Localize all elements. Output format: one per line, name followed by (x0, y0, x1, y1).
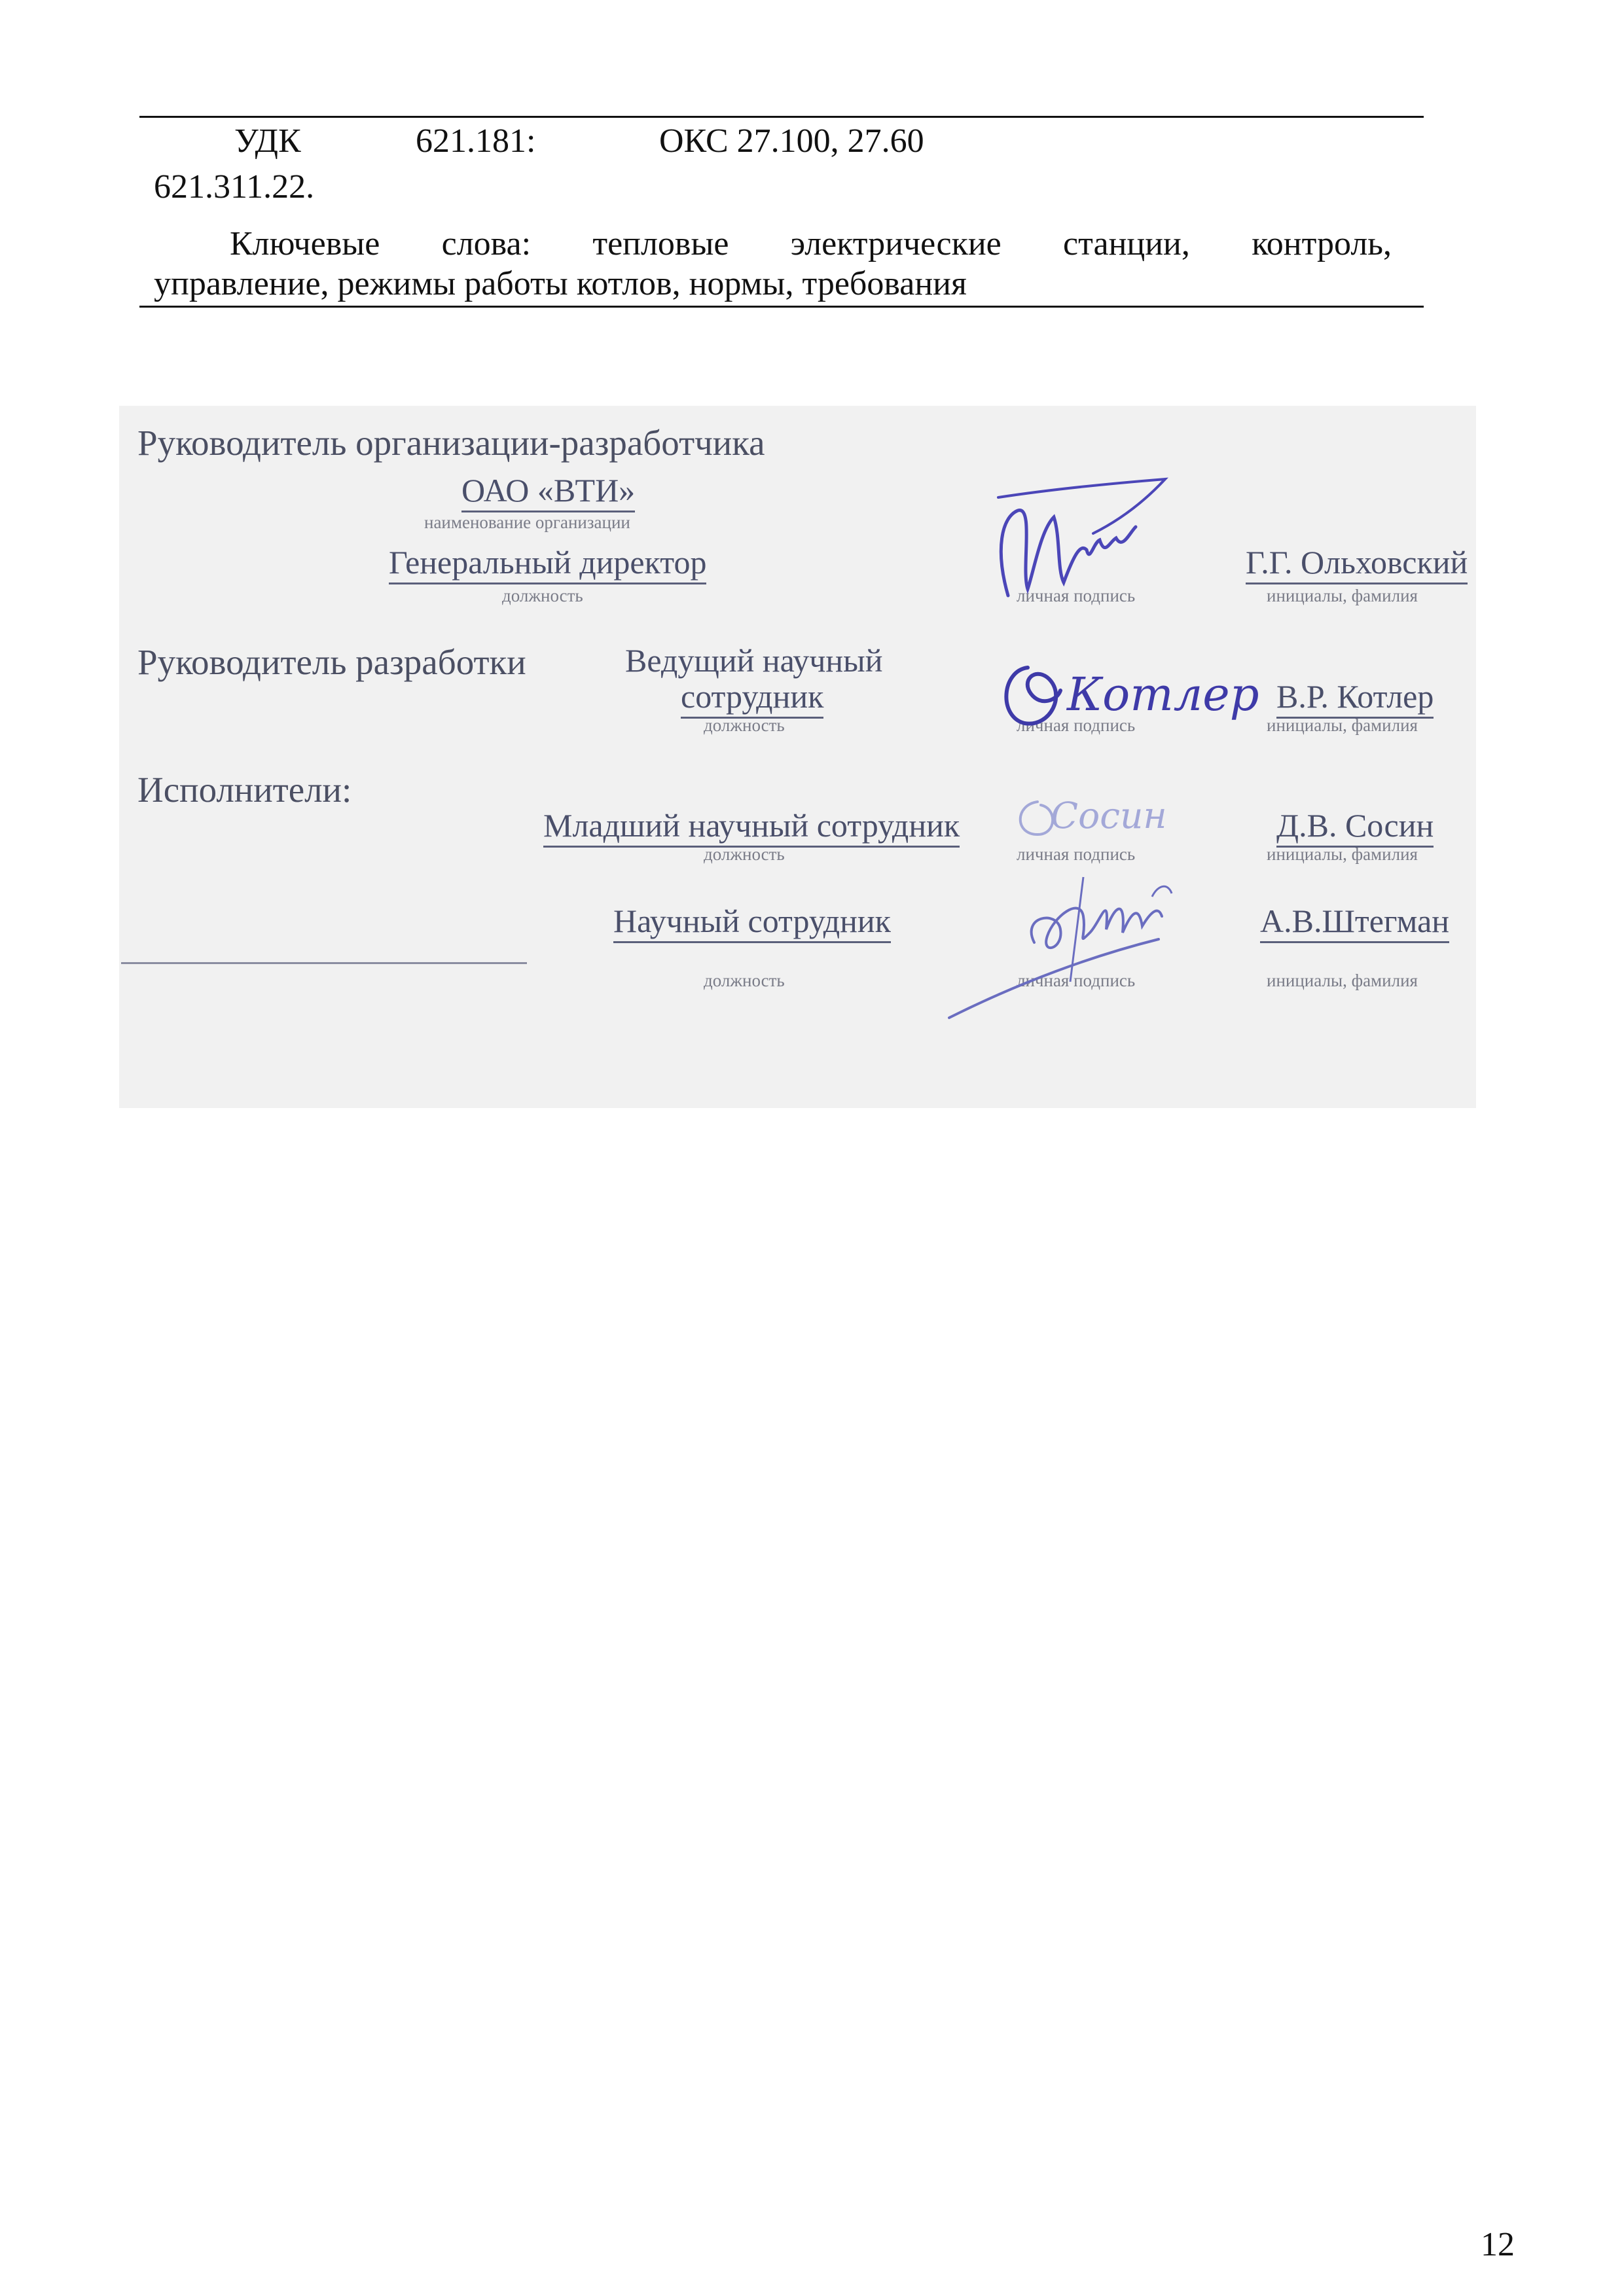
signature-caption-4: личная подпись (1017, 971, 1136, 990)
initials-caption-3: инициалы, фамилия (1267, 844, 1418, 864)
page-number: 12 (1481, 2226, 1515, 2263)
exec1-name: Д.В. Сосин (1276, 806, 1434, 848)
dev-head-name: В.Р. Котлер (1276, 677, 1434, 719)
dev-head-label: Руководитель разработки (137, 642, 526, 682)
udc-code: 621.181: (416, 122, 536, 160)
keywords-line-1 (230, 224, 1392, 263)
keyword-word: слова: (441, 225, 532, 262)
position-caption-4: должность (704, 971, 785, 990)
director-signature (982, 471, 1178, 609)
bottom-rule (139, 306, 1424, 308)
keyword-word: контроль, (1252, 225, 1392, 262)
initials-caption-2: инициалы, фамилия (1267, 715, 1418, 735)
exec1-signature (1011, 789, 1182, 848)
org-head-label: Руководитель организации-разработчика (137, 423, 765, 463)
svg-text:Котлер: Котлер (1067, 668, 1259, 721)
initials-caption-1: инициалы, фамилия (1267, 586, 1418, 605)
signature-panel (119, 406, 1476, 1108)
svg-text:Сосин: Сосин (1051, 795, 1167, 836)
director-position: Генеральный директор (389, 543, 706, 584)
signature-caption-3: личная подпись (1017, 844, 1136, 864)
dev-head-position-line1: Ведущий научный (625, 642, 883, 679)
signature-caption-1: личная подпись (1017, 586, 1136, 605)
oks-code: ОКС 27.100, 27.60 (659, 122, 924, 160)
exec2-signature (943, 870, 1224, 1021)
keyword-word: Ключевые (230, 225, 380, 262)
keyword-word: электрические (790, 225, 1001, 262)
position-caption-1: должность (502, 586, 583, 605)
keyword-word: станции, (1063, 225, 1190, 262)
exec2-name: А.В.Штегман (1260, 902, 1449, 943)
udc-code-continuation: 621.311.22. (154, 168, 315, 206)
position-caption-2: должность (704, 715, 785, 735)
dev-head-signature (995, 655, 1259, 740)
dev-head-position-line2: сотрудник (681, 677, 823, 719)
initials-caption-4: инициалы, фамилия (1267, 971, 1418, 990)
position-caption-3: должность (704, 844, 785, 864)
director-name: Г.Г. Ольховский (1246, 543, 1468, 584)
signature-caption-2: личная подпись (1017, 715, 1136, 735)
keywords-line-2: управление, режимы работы котлов, нормы, требования (154, 265, 967, 302)
keyword-word: тепловые (592, 225, 729, 262)
org-name: ОАО «ВТИ» (461, 471, 635, 512)
blank-line (121, 962, 527, 964)
exec1-position: Младший научный сотрудник (543, 806, 960, 848)
exec2-position: Научный сотрудник (613, 902, 891, 943)
udc-label: УДК (234, 122, 301, 160)
top-rule (139, 116, 1424, 118)
executors-label: Исполнители: (137, 770, 352, 810)
org-name-caption: наименование организации (424, 512, 630, 532)
